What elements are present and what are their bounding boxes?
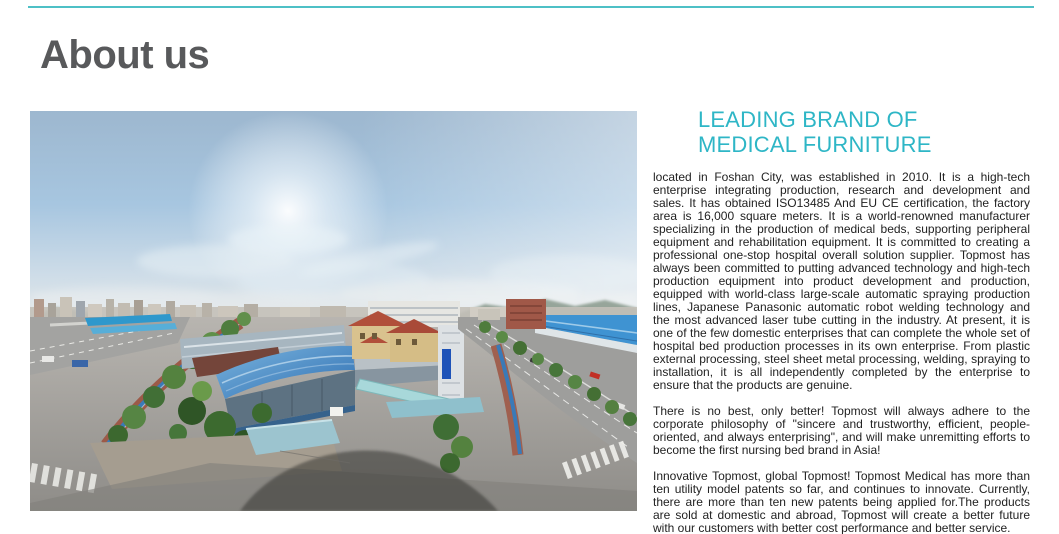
factory-panorama-photo bbox=[30, 111, 637, 511]
section-heading bbox=[653, 107, 1030, 157]
about-paragraph: located in Foshan City, was established in 2010. It is a high-tech enterprise integrating production, research and development and sales. It has obtained ISO13485 And EU CE certification, the factory area is 16,000 square meters. It is a world-renowned manufacturer specializing in the production of medical beds, supporting peripheral equipment and rehabilitation equipment. It is committed to creating a professional one-stop hospital overall solution supplier. Topmost has always been committed to putting advanced technology and high-tech production equipment into product development and production, equipped with world-class large-scale automatic spraying production lines, Japanese Panasonic automatic robot welding technology and the most advanced laser tube cutting in the industry. At present, it is one of the few domestic enterprises that can complete the whole set of hospital bed production processes in its own enterprise. From plastic external processing, steel sheet metal processing, welding, spraying to installation, it is all independently completed by the enterprise to ensure that the products are genuine. bbox=[653, 170, 1030, 392]
panorama-illustration bbox=[30, 111, 637, 511]
heading-line-2: MEDICAL FURNITURE bbox=[698, 132, 932, 157]
about-paragraph: Innovative Topmost, global Topmost! Topmost Medical has more than ten utility model patents so far, and continues to innovate. Currently, there are more than ten new patents being applied for.The products are sold at domestic and abroad, Topmost will create a better future with our customers with better cost performance and better service. bbox=[653, 469, 1030, 534]
top-divider-line bbox=[28, 6, 1034, 8]
about-paragraphs bbox=[653, 171, 1030, 534]
heading-line-1: LEADING BRAND OF bbox=[698, 107, 918, 132]
about-content bbox=[653, 107, 1030, 534]
about-paragraph: There is no best, only better! Topmost will always adhere to the corporate philosophy of "sincere and trustworthy, efficient, people-oriented, and always enterprising", and will make unremitting efforts to become the first nursing bed brand in Asia! bbox=[653, 404, 1030, 457]
page-title: About us bbox=[40, 33, 210, 77]
sky bbox=[30, 111, 637, 319]
